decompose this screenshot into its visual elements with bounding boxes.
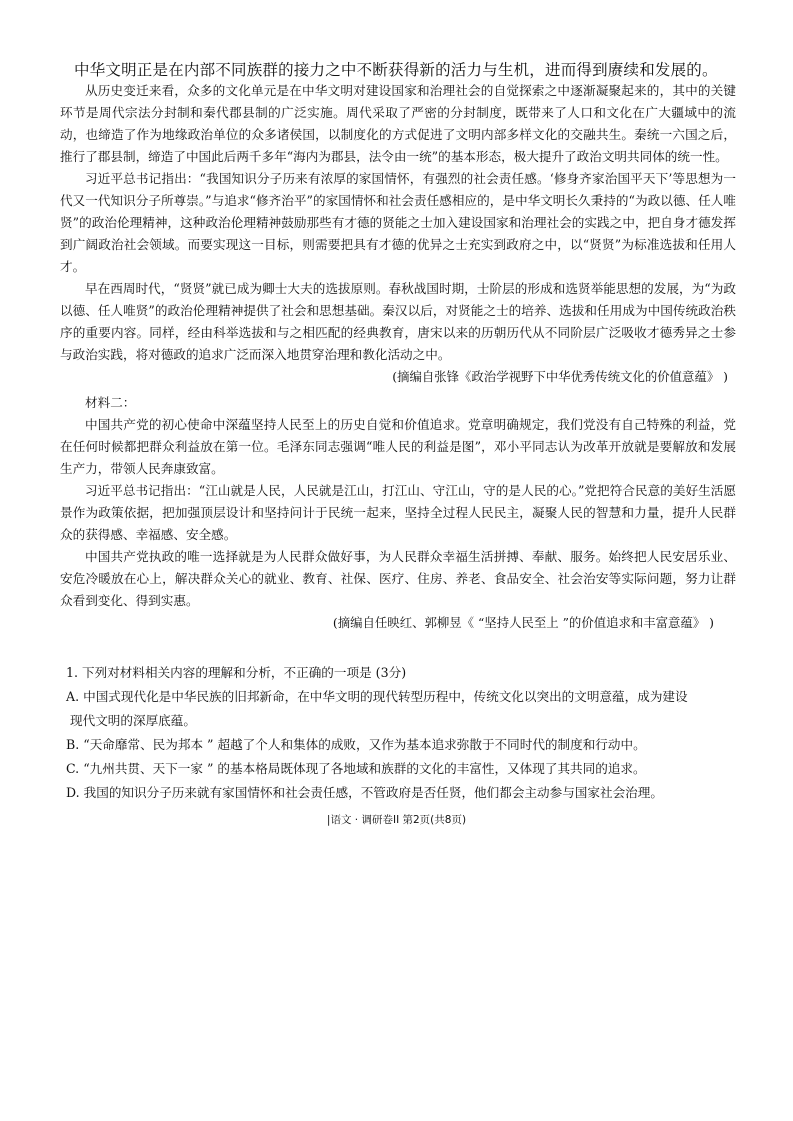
material2-paragraph: 中国共产党的初心使命中深蕴坚持人民至上的历史自觉和价值追求。党章明确规定，我们党没有自己特殊的利益，党在任何时候都把群众利益放在第一位。毛泽东同志强调“唯人民的利益是图”，邓小平同志认为改革开放就是要解放和发展生产力，带领人民奔康致富。 <box>60 417 736 476</box>
option-d: D. 我国的知识分子历来就有家国情怀和社会责任感，不管政府是否任贤，他们都会主动参与国家社会治理。 <box>66 785 663 800</box>
material1-source: (摘编自张锋《政治学视野下中华优秀传统文化的价值意蕴》 ) <box>392 369 728 384</box>
material2-label: 材料二： <box>85 395 136 410</box>
material2-paragraph: 习近平总书记指出：“江山就是人民，人民就是江山，打江山、守江山，守的是人民的心。”党把符合民意的美好生活愿景作为政策依据，把加强顶层设计和坚持问计于民统一起来，坚持全过程人民民主，凝聚人民的智慧和力量，提升人民群众的获得感、幸福感、安全感。 <box>60 483 736 542</box>
option-a-continued: 现代文明的深厚底蕴。 <box>70 713 196 728</box>
option-c: C. “九州共贯、天下一家 ” 的基本格局既体现了各地域和族群的文化的丰富性，又体现了其共同的追求。 <box>66 761 646 776</box>
option-a: A. 中国式现代化是中华民族的旧邦新命，在中华文明的现代转型历程中，传统文化以突出的文明意蕴，成为建设 <box>66 689 688 704</box>
material2-paragraph: 中国共产党执政的唯一选择就是为人民群众做好事，为人民群众幸福生活拼搏、奉献、服务。始终把人民安居乐业、安危冷暖放在心上，解决群众关心的就业、教育、社保、医疗、住房、养老、食品安全、社会治安等实际问题，努力让群众看到变化、得到实惠。 <box>60 549 736 608</box>
material1-paragraph: 习近平总书记指出：“我国知识分子历来有浓厚的家国情怀，有强烈的社会责任感。‘修身齐家治国平天下’等思想为一代又一代知识分子所尊崇。”与追求“修齐治平”的家国情怀和社会责任感相应的，是中华文明长久秉持的“为政以德、任人唯贤”的政治伦理精神，这种政治伦理精神鼓励那些有才德的贤能之士加入建设国家和治理社会的实践之中，把自身才德发挥到广阔政治社会领域。而要实现这一目标，则需要把具有才德的优异之士充实到政府之中，以“贤贤”为标准选拔和任用人才。 <box>60 171 736 274</box>
option-b: B. “天命靡常、民为邦本 ” 超越了个人和集体的成败，又作为基本追求弥散于不同时代的制度和行动中。 <box>66 737 646 752</box>
reading-material <box>60 80 736 634</box>
question-1 <box>66 661 738 805</box>
material1-paragraph: 早在西周时代，“贤贤”就已成为卿士大夫的选拔原则。春秋战国时期，士阶层的形成和选贤举能思想的发展，为“为政以德、任人唯贤”的政治伦理精神提供了社会和思想基础。秦汉以后，对贤能之士的培养、选拔和任用成为中国传统政治秩序的重要内容。同样，经由科举选拔和与之相匹配的经典教育，唐宋以来的历朝历代从不同阶层广泛吸收才德秀异之士参与政治实践，将对德政的追求广泛而深入地贯穿治理和教化活动之中。 <box>60 281 736 362</box>
page-footer: |语文 · 调研卷II 第2页(共8页) <box>326 814 467 826</box>
lead-sentence: 中华文明正是在内部不同族群的接力之中不断获得新的活力与生机，进而得到赓续和发展的。 <box>74 61 718 79</box>
question-stem: 1. 下列对材料相关内容的理解和分析，不正确的一项是 (3分) <box>66 665 407 680</box>
material1-paragraph: 从历史变迁来看，众多的文化单元是在中华文明对建设国家和治理社会的自觉探索之中逐渐凝聚起来的，其中的关键环节是周代宗法分封制和秦代郡县制的广泛实施。周代采取了严密的分封制度，既带来了人口和文化在广大疆域中的流动，也缔造了作为地缘政治单位的众多诸侯国，以制度化的方式促进了文明内部多样文化的交融共生。秦统一六国之后，推行了郡县制，缔造了中国此后两千多年“海内为郡县，法令由一统”的基本形态，极大提升了政治文明共同体的统一性。 <box>60 83 736 164</box>
material2-source: (摘编自任映红、郭柳昱《 “坚持人民至上 ”的价值追求和丰富意蕴》 ) <box>332 615 714 630</box>
